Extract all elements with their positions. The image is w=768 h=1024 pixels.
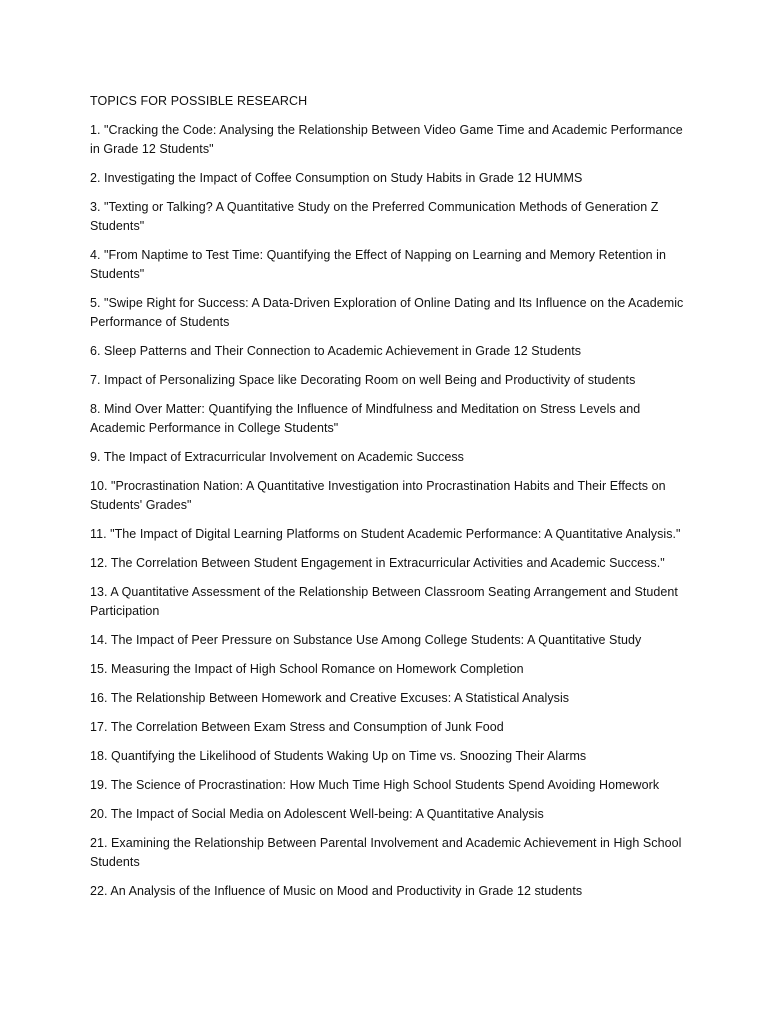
topic-item-10: 10. "Procrastination Nation: A Quantitative Investigation into Procrastination Habits and Their Effects on Students' Grades" bbox=[90, 479, 666, 512]
topic-item-13: 13. A Quantitative Assessment of the Relationship Between Classroom Seating Arrangement and Student Participation bbox=[90, 585, 678, 618]
topic-item-14: 14. The Impact of Peer Pressure on Substance Use Among College Students: A Quantitative Study bbox=[90, 633, 642, 647]
topic-item-19: 19. The Science of Procrastination: How Much Time High School Students Spend Avoiding Homework bbox=[90, 778, 660, 792]
topic-list bbox=[90, 121, 690, 901]
document-page bbox=[90, 92, 690, 911]
topic-item-4: 4. "From Naptime to Test Time: Quantifying the Effect of Napping on Learning and Memory Retention in Students" bbox=[90, 248, 666, 281]
topic-item-15: 15. Measuring the Impact of High School Romance on Homework Completion bbox=[90, 662, 524, 676]
topic-item-2: 2. Investigating the Impact of Coffee Consumption on Study Habits in Grade 12 HUMMS bbox=[90, 171, 583, 185]
topic-item-16: 16. The Relationship Between Homework and Creative Excuses: A Statistical Analysis bbox=[90, 691, 570, 705]
document-title: TOPICS FOR POSSIBLE RESEARCH bbox=[90, 94, 308, 108]
topic-item-7: 7. Impact of Personalizing Space like Decorating Room on well Being and Productivity of students bbox=[90, 373, 636, 387]
topic-item-22: 22. An Analysis of the Influence of Music on Mood and Productivity in Grade 12 students bbox=[90, 884, 583, 898]
topic-item-11: 11. "The Impact of Digital Learning Platforms on Student Academic Performance: A Quantitative Analysis." bbox=[90, 527, 681, 541]
topic-item-5: 5. "Swipe Right for Success: A Data-Driven Exploration of Online Dating and Its Influence on the Academic Performance of Students bbox=[90, 296, 684, 329]
topic-item-6: 6. Sleep Patterns and Their Connection to Academic Achievement in Grade 12 Students bbox=[90, 344, 582, 358]
topic-item-17: 17. The Correlation Between Exam Stress and Consumption of Junk Food bbox=[90, 720, 504, 734]
topic-item-1: 1. "Cracking the Code: Analysing the Relationship Between Video Game Time and Academic Performance in Grade 12 Students" bbox=[90, 123, 683, 156]
topic-item-20: 20. The Impact of Social Media on Adolescent Well-being: A Quantitative Analysis bbox=[90, 807, 544, 821]
topic-item-3: 3. "Texting or Talking? A Quantitative Study on the Preferred Communication Methods of Generation Z Students" bbox=[90, 200, 659, 233]
topic-item-18: 18. Quantifying the Likelihood of Students Waking Up on Time vs. Snoozing Their Alarms bbox=[90, 749, 587, 763]
topic-item-12: 12. The Correlation Between Student Engagement in Extracurricular Activities and Academic Success." bbox=[90, 556, 665, 570]
topic-item-8: 8. Mind Over Matter: Quantifying the Influence of Mindfulness and Meditation on Stress Levels and Academic Performance in College Students" bbox=[90, 402, 641, 435]
topic-item-9: 9. The Impact of Extracurricular Involvement on Academic Success bbox=[90, 450, 464, 464]
topic-item-21: 21. Examining the Relationship Between Parental Involvement and Academic Achievement in High School Students bbox=[90, 836, 682, 869]
